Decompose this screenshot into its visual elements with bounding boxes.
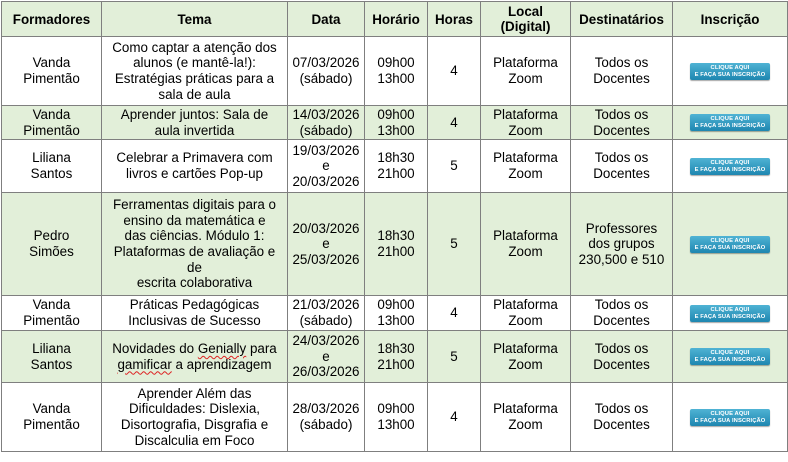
tema-cell	[102, 106, 288, 140]
horario-cell-line: 21h00	[377, 244, 415, 259]
destinatarios-cell-line: Docentes	[593, 313, 650, 328]
spellcheck-word: Genially	[197, 340, 247, 356]
local-cell-line: Plataforma	[493, 401, 558, 417]
header-destinatarios: Destinatários	[571, 2, 673, 37]
local-cell-line: Plataforma	[493, 228, 558, 244]
tema-cell-line: ensino da matemática e	[123, 212, 266, 228]
inscricao-cell	[673, 296, 788, 331]
training-schedule-table	[1, 1, 788, 452]
horario-cell	[365, 140, 428, 193]
inscricao-cell	[673, 140, 788, 193]
local-cell	[481, 37, 571, 106]
horario-cell-line: 13h00	[377, 71, 415, 86]
local-cell-line: Zoom	[508, 417, 543, 432]
horas-cell: 5	[428, 331, 481, 383]
register-button[interactable]	[690, 158, 770, 175]
formador-cell	[2, 140, 102, 193]
local-cell	[481, 383, 571, 452]
table-row	[2, 296, 788, 331]
local-cell-line: Zoom	[508, 356, 543, 372]
horario-cell-line: 09h00	[377, 106, 415, 122]
spellcheck-word: gamificar	[117, 356, 172, 372]
horario-cell	[365, 331, 428, 383]
register-button-line1: CLIQUE AQUI	[710, 64, 750, 71]
header-local-line1: Local	[508, 4, 543, 19]
data-cell-line: 19/03/2026	[292, 142, 360, 158]
data-cell-line: e	[322, 348, 330, 364]
local-cell-line: Zoom	[508, 166, 543, 181]
tema-cell	[102, 296, 288, 331]
tema-cell-line: alunos (e mantê-la!):	[133, 55, 256, 71]
horario-cell-line: 13h00	[377, 313, 415, 328]
tema-cell-line: gamificar a aprendizagem	[117, 356, 272, 372]
tema-cell-line: aula invertida	[154, 122, 235, 138]
horario-cell-line: 13h00	[377, 122, 415, 138]
tema-cell-line: livros e cartões Pop-up	[126, 166, 263, 181]
data-cell-line: 20/03/2026	[292, 173, 360, 189]
horario-cell-line: 09h00	[377, 401, 415, 417]
destinatarios-cell-line: Todos os	[594, 150, 649, 166]
destinatarios-cell-line: dos grupos	[588, 236, 655, 252]
horario-cell-line: 18h30	[377, 340, 415, 356]
register-button-line2: E FAÇA SUA INSCRIÇÃO	[694, 71, 766, 78]
local-cell-line: Zoom	[508, 244, 543, 259]
formador-cell	[2, 296, 102, 331]
tema-cell-line: de	[187, 259, 202, 275]
horas-cell: 4	[428, 37, 481, 106]
horario-cell-line: 21h00	[377, 356, 415, 372]
formador-cell	[2, 383, 102, 452]
tema-cell-line: Dificuldades: Dislexia,	[129, 401, 260, 417]
formador-cell-line: Vanda	[32, 297, 71, 313]
tema-cell-line: das ciências. Módulo 1:	[124, 228, 265, 244]
destinatarios-cell-line: Docentes	[593, 166, 650, 181]
horario-cell-line: 09h00	[377, 297, 415, 313]
header-local	[481, 2, 571, 37]
destinatarios-cell	[571, 106, 673, 140]
data-cell	[288, 140, 365, 193]
table-row	[2, 331, 788, 383]
register-button-line1: CLIQUE AQUI	[710, 306, 750, 313]
data-cell-line: (sábado)	[299, 313, 353, 328]
local-cell-line: Plataforma	[493, 106, 558, 122]
tema-cell-line: Novidades do Genially para	[112, 340, 277, 356]
destinatarios-cell-line: Todos os	[594, 106, 649, 122]
tema-cell	[102, 193, 288, 296]
destinatarios-cell	[571, 296, 673, 331]
header-formadores: Formadores	[2, 2, 102, 37]
local-cell	[481, 193, 571, 296]
horario-cell-line: 18h30	[377, 150, 415, 166]
data-cell-line: (sábado)	[299, 122, 353, 138]
register-button[interactable]	[690, 305, 770, 322]
data-cell-line: 20/03/2026	[292, 220, 360, 236]
register-button-line1: CLIQUE AQUI	[710, 237, 750, 244]
destinatarios-cell-line: Todos os	[594, 297, 649, 313]
local-cell-line: Plataforma	[493, 297, 558, 313]
local-cell-line: Zoom	[508, 313, 543, 328]
data-cell-line: 07/03/2026	[292, 55, 360, 71]
local-cell-line: Plataforma	[493, 150, 558, 166]
destinatarios-cell	[571, 193, 673, 296]
tema-cell-line: Celebrar a Primavera com	[116, 150, 273, 166]
data-cell-line: 28/03/2026	[292, 401, 360, 417]
tema-cell-line: Discalculia em Foco	[134, 432, 255, 448]
table-row	[2, 193, 788, 296]
header-horario: Horário	[365, 2, 428, 37]
local-cell	[481, 331, 571, 383]
local-cell-line: Plataforma	[493, 55, 558, 71]
data-cell-line: 21/03/2026	[292, 297, 360, 313]
tema-cell-line: Plataformas de avaliação e	[113, 244, 276, 259]
destinatarios-cell-line: Todos os	[594, 55, 649, 71]
tema-cell-line: sala de aula	[158, 86, 231, 102]
destinatarios-cell-line: Todos os	[594, 340, 649, 356]
data-cell-line: (sábado)	[299, 417, 353, 432]
header-horas: Horas	[428, 2, 481, 37]
destinatarios-cell	[571, 331, 673, 383]
formador-cell	[2, 331, 102, 383]
data-cell-line: e	[322, 158, 330, 174]
tema-cell	[102, 37, 288, 106]
inscricao-cell	[673, 193, 788, 296]
horario-cell-line: 13h00	[377, 417, 415, 432]
horas-cell: 5	[428, 140, 481, 193]
data-cell	[288, 331, 365, 383]
register-button-line1: CLIQUE AQUI	[710, 350, 750, 356]
horario-cell-line: 21h00	[377, 166, 415, 181]
tema-cell-line: escrita colaborativa	[136, 275, 253, 291]
register-button-line2: E FAÇA SUA INSCRIÇÃO	[694, 417, 766, 424]
formador-cell	[2, 193, 102, 296]
data-cell	[288, 193, 365, 296]
horas-cell: 4	[428, 383, 481, 452]
register-button-line2: E FAÇA SUA INSCRIÇÃO	[694, 166, 766, 173]
tema-cell-line: Disortografia, Disgrafia e	[120, 417, 269, 432]
data-cell-line: e	[322, 236, 330, 252]
register-button-line2: E FAÇA SUA INSCRIÇÃO	[694, 244, 766, 251]
table-row	[2, 140, 788, 193]
formador-cell-line: Santos	[30, 166, 73, 181]
destinatarios-cell	[571, 383, 673, 452]
horas-cell: 5	[428, 193, 481, 296]
local-cell	[481, 296, 571, 331]
formador-cell-line: Santos	[30, 356, 73, 372]
formador-cell-line: Simões	[29, 244, 74, 259]
header-row	[2, 2, 788, 37]
destinatarios-cell	[571, 37, 673, 106]
inscricao-cell	[673, 383, 788, 452]
local-cell-line: Zoom	[508, 71, 543, 86]
horario-cell	[365, 296, 428, 331]
register-button-line1: CLIQUE AQUI	[710, 410, 750, 417]
table-row	[2, 106, 788, 140]
data-cell-line: 24/03/2026	[292, 333, 360, 349]
data-cell	[288, 37, 365, 106]
tema-cell-line: Práticas Pedagógicas	[129, 297, 260, 313]
header-inscricao: Inscrição	[673, 2, 788, 37]
inscricao-cell	[673, 37, 788, 106]
destinatarios-cell-line: Docentes	[593, 122, 650, 138]
register-button[interactable]	[690, 63, 770, 80]
tema-cell	[102, 383, 288, 452]
data-cell	[288, 106, 365, 140]
destinatarios-cell-line: Docentes	[593, 71, 650, 86]
register-button-line1: CLIQUE AQUI	[710, 116, 750, 122]
destinatarios-cell-line: Professores	[585, 220, 658, 236]
formador-cell-line: Vanda	[32, 401, 71, 417]
horario-cell-line: 09h00	[377, 55, 415, 71]
destinatarios-cell-line: 230,500 e 510	[578, 251, 665, 267]
horario-cell-line: 18h30	[377, 228, 415, 244]
formador-cell-line: Pedro	[33, 228, 70, 244]
tema-cell-line: Estratégias práticas para a	[114, 71, 275, 86]
formador-cell-line: Pimentão	[23, 71, 80, 86]
formador-cell-line: Vanda	[32, 106, 71, 122]
tema-cell-line: Ferramentas digitais para o	[113, 197, 276, 213]
formador-cell	[2, 37, 102, 106]
register-button[interactable]	[690, 409, 770, 426]
data-cell-line: 26/03/2026	[292, 364, 360, 380]
local-cell-line: Zoom	[508, 122, 543, 138]
data-cell-line: (sábado)	[299, 71, 353, 86]
data-cell-line: 14/03/2026	[292, 106, 360, 122]
tema-cell-line: Inclusivas de Sucesso	[128, 313, 261, 328]
destinatarios-cell	[571, 140, 673, 193]
header-data: Data	[288, 2, 365, 37]
data-cell	[288, 383, 365, 452]
register-button-line1: CLIQUE AQUI	[710, 159, 750, 166]
register-button-line2: E FAÇA SUA INSCRIÇÃO	[694, 123, 766, 129]
local-cell	[481, 106, 571, 140]
register-button-line2: E FAÇA SUA INSCRIÇÃO	[694, 313, 766, 320]
destinatarios-cell-line: Docentes	[593, 417, 650, 432]
header-local-line2: (Digital)	[500, 19, 551, 34]
formador-cell-line: Pimentão	[23, 417, 80, 432]
tema-cell-line: Aprender juntos: Sala de	[120, 106, 269, 122]
tema-cell	[102, 140, 288, 193]
formador-cell	[2, 106, 102, 140]
tema-cell-line: Aprender Além das	[137, 385, 252, 401]
local-cell-line: Plataforma	[493, 340, 558, 356]
inscricao-cell	[673, 106, 788, 140]
horario-cell	[365, 37, 428, 106]
formador-cell-line: Pimentão	[23, 313, 80, 328]
register-button[interactable]	[690, 114, 770, 131]
formador-cell-line: Vanda	[32, 55, 71, 71]
formador-cell-line: Liliana	[32, 150, 71, 166]
formador-cell-line: Liliana	[32, 340, 71, 356]
horas-cell: 4	[428, 296, 481, 331]
tema-cell	[102, 331, 288, 383]
horas-cell: 4	[428, 106, 481, 140]
horario-cell	[365, 383, 428, 452]
register-button[interactable]	[690, 348, 770, 365]
horario-cell	[365, 106, 428, 140]
destinatarios-cell-line: Todos os	[594, 401, 649, 417]
header-tema: Tema	[102, 2, 288, 37]
register-button-line2: E FAÇA SUA INSCRIÇÃO	[694, 357, 766, 363]
data-cell	[288, 296, 365, 331]
inscricao-cell	[673, 331, 788, 383]
data-cell-line: 25/03/2026	[292, 251, 360, 267]
horario-cell	[365, 193, 428, 296]
table-row	[2, 37, 788, 106]
table-row	[2, 383, 788, 452]
local-cell	[481, 140, 571, 193]
tema-cell-line: Como captar a atenção dos	[112, 39, 277, 55]
register-button[interactable]	[690, 236, 770, 253]
destinatarios-cell-line: Docentes	[593, 356, 650, 372]
formador-cell-line: Pimentão	[23, 122, 80, 138]
